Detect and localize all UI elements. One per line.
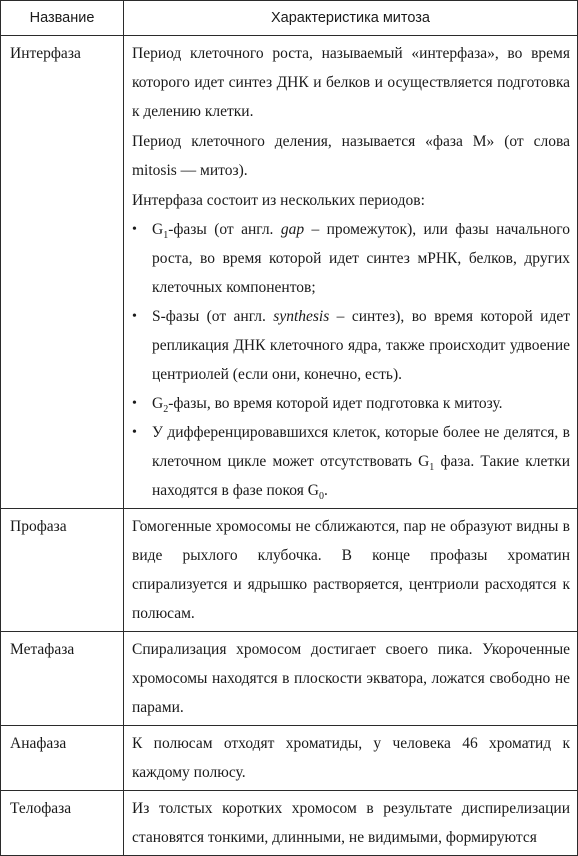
phase-description: Гомогенные хромосомы не сближаются, пар не образуют видны в виде рыхлого клубочка. В конце профазы хроматин спирализуется и ядрышко растворяется, центриоли расходятся к полюсам. [124,509,578,632]
bullet-icon: • [132,309,137,324]
list-item-s [132,302,570,389]
phase-description: Спирализация хромосом достигает своего пика. Укороченные хромосомы находятся в плоскости экватора, ложатся свободно не парами. [124,632,578,726]
s-text-a: S-фазы (от англ. [152,308,274,325]
g1-subscript: 1 [163,230,169,242]
period-list [132,215,570,505]
s-text-b: – синтез), во время которой идет репликация ДНК клеточного ядра, также происходит удвоение центриолей (если они, конечно, есть). [152,308,571,383]
diff-text-b: фаза. Такие клетки находятся в фазе покоя G [152,453,571,499]
phase-name: Профаза [1,509,124,632]
header-description: Характеристика митоза [124,1,578,36]
g2-subscript: 2 [163,404,169,416]
table-row-telophase [1,791,578,856]
diff-subscript-0: 0 [318,491,324,503]
table-row-anaphase [1,726,578,791]
g2-text: -фазы, во время которой идет подготовка к митозу. [168,395,503,412]
list-item-g1 [132,215,570,302]
table-row-interphase [1,36,578,509]
g1-text-a: -фазы (от англ. [168,221,281,238]
phase-name: Телофаза [1,791,124,856]
diff-subscript-1: 1 [429,462,435,474]
list-item-g2 [132,389,570,418]
phase-name: Анафаза [1,726,124,791]
list-item-differentiated [132,418,570,505]
g2-letter: G [152,395,164,412]
diff-text-c: . [323,482,328,499]
table-row-prophase [1,509,578,632]
phase-description: К полюсам отходят хроматиды, у человека 46 хроматид к каждому полюсу. [124,726,578,791]
diff-text-a: У дифференцировавшихся клеток, которые более не делятся, в клеточном цикле может отсутствовать G [152,424,570,470]
g1-term: gap [280,221,305,238]
g1-letter: G [152,221,164,238]
phase-description [124,36,578,509]
bullet-icon: • [132,396,137,411]
table-header-row [1,1,578,36]
interphase-paragraph-3: Интерфаза состоит из нескольких периодов: [132,192,425,209]
bullet-icon: • [132,222,137,237]
table-row-metaphase [1,632,578,726]
s-term: synthesis [273,308,330,325]
header-name: Название [1,1,124,36]
phase-description: Из толстых коротких хромосом в результате диспирелизации становятся тонкими, длинными, не видимыми, формируются [124,791,578,856]
phase-name: Метафаза [1,632,124,726]
bullet-icon: • [132,425,137,440]
interphase-paragraph-2: Период клеточного деления, называется «фаза М» (от слова mitosis — митоз). [132,133,570,179]
g1-text-b: – промежуток), или фазы начального роста, во время которой идет синтез мРНК, белков, других клеточных компонентов; [152,221,570,296]
interphase-paragraph-1: Период клеточного роста, называемый «интерфаза», во время которого идет синтез ДНК и белков и осуществляется подготовка к делению клетки. [132,45,570,120]
phase-name: Интерфаза [1,36,124,509]
